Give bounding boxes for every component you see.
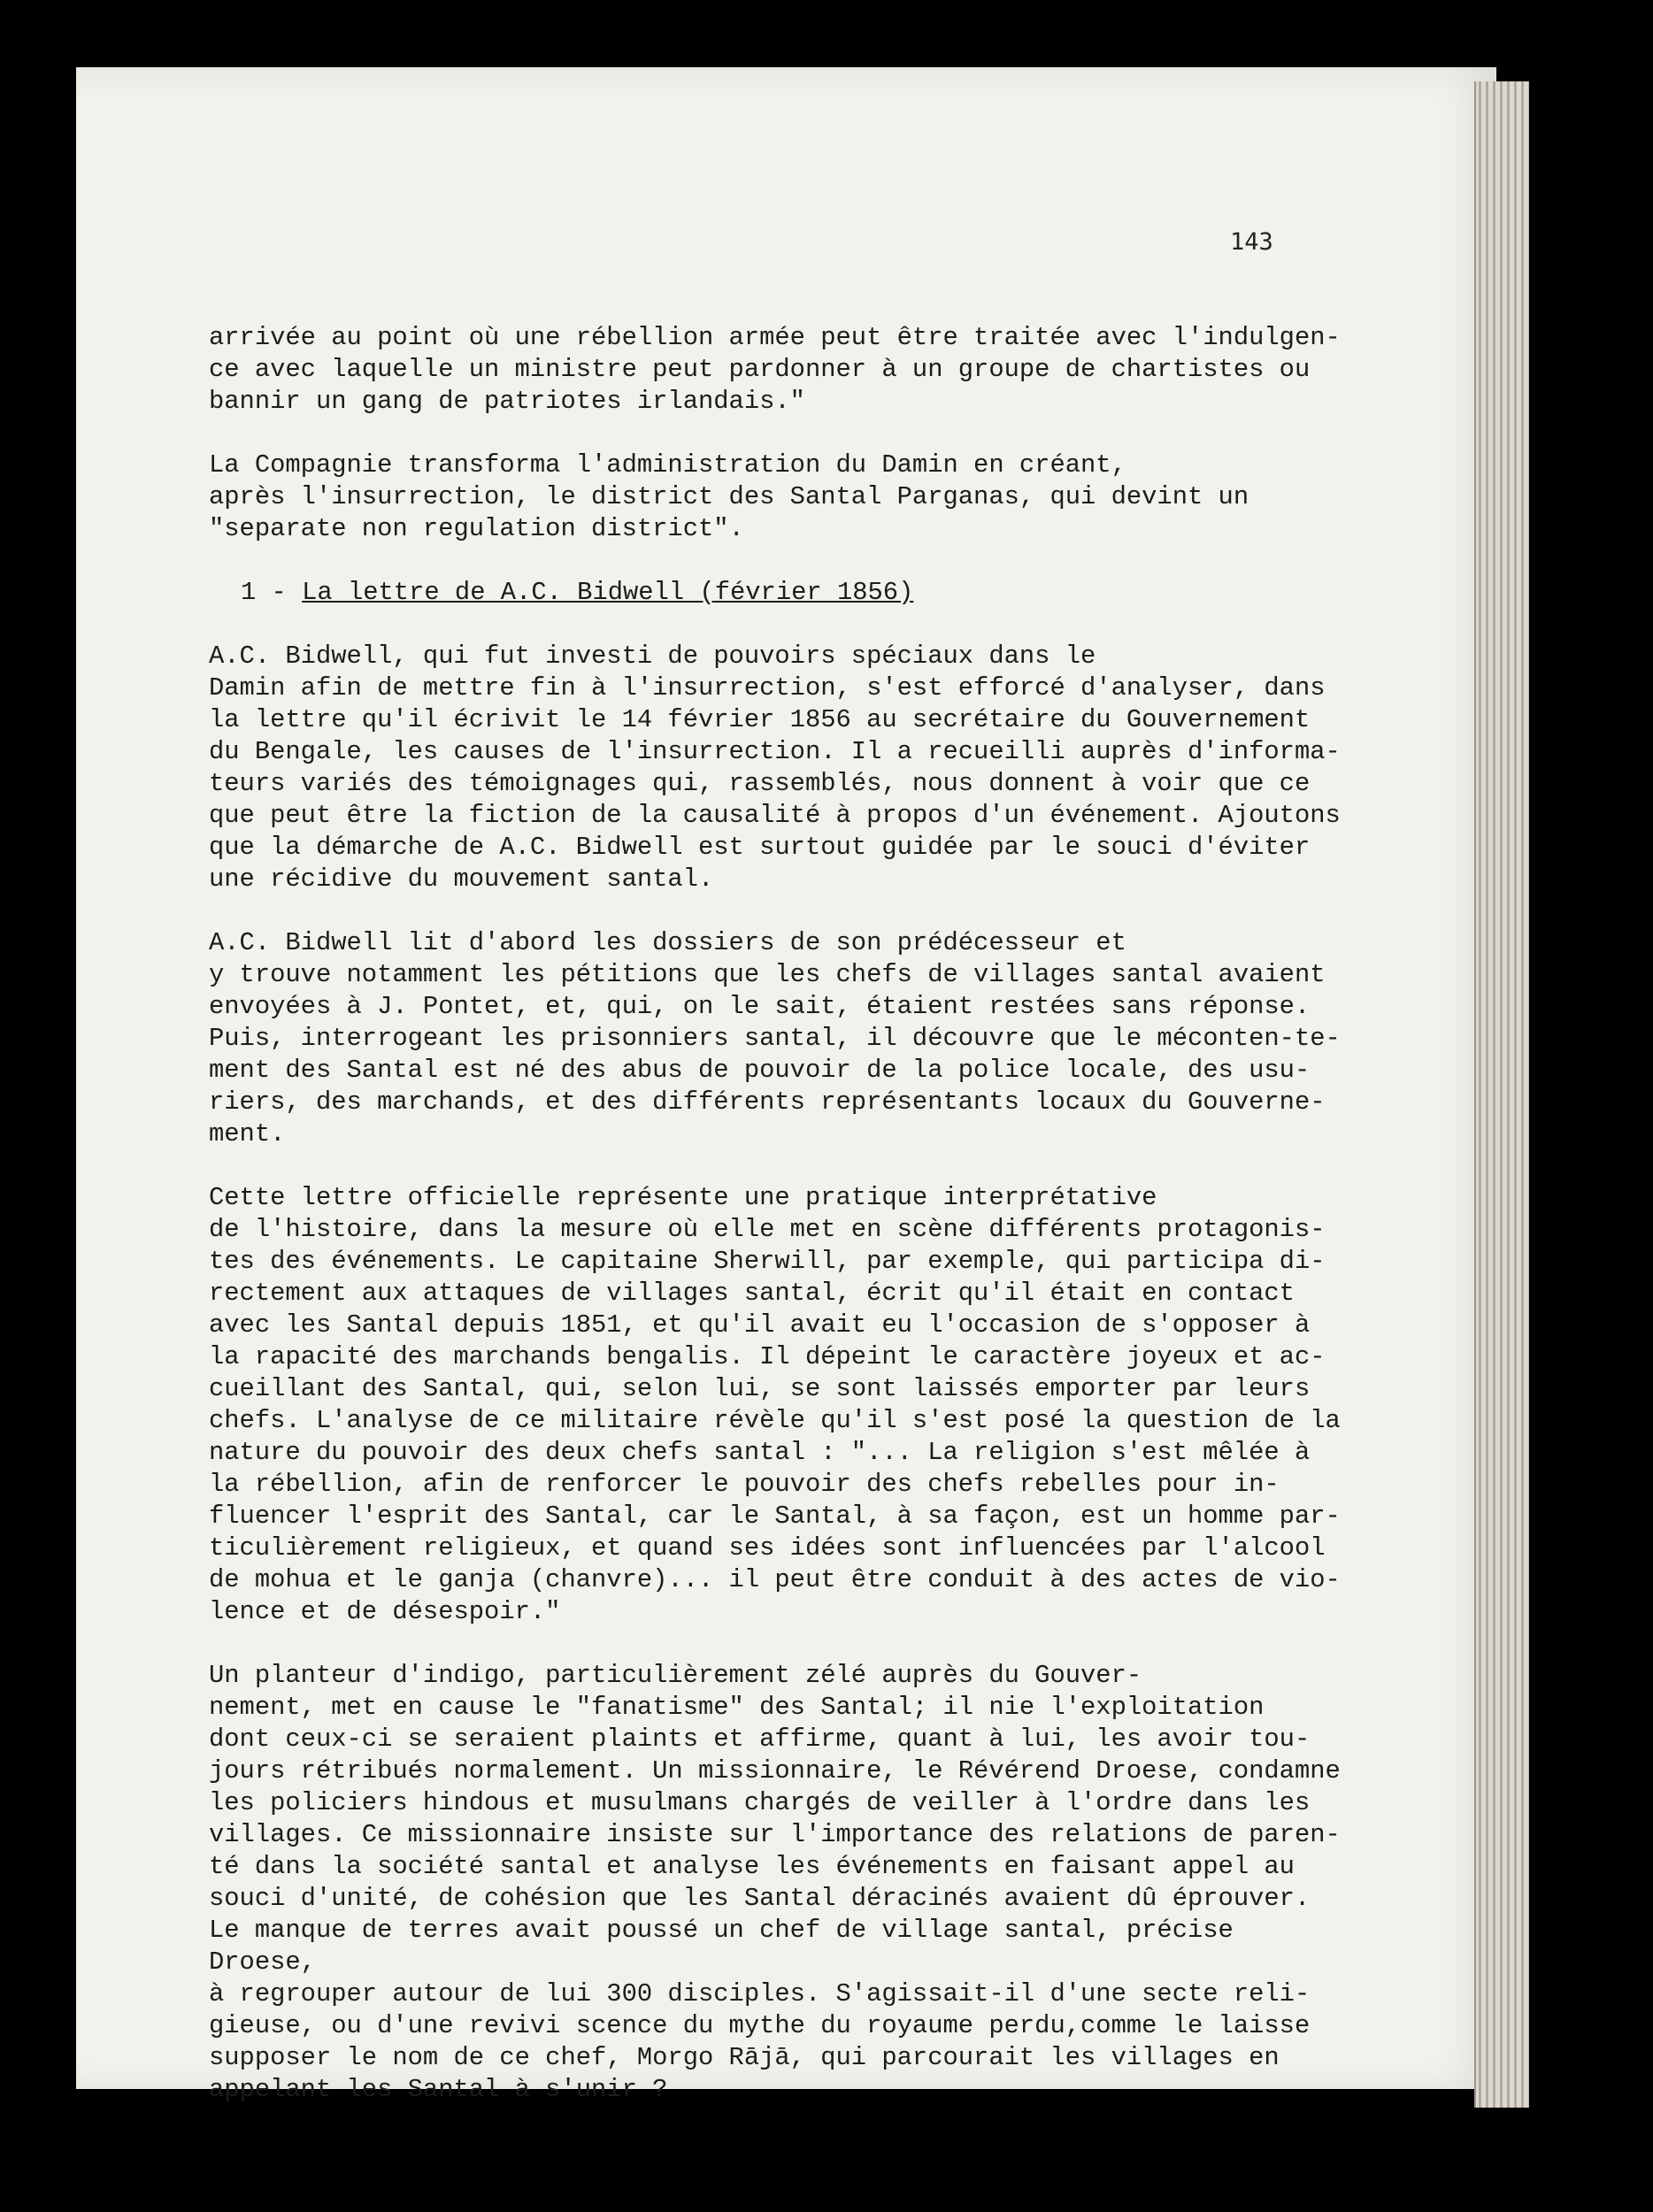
paragraph-1: arrivée au point où une rébellion armée peut être traitée avec l'indulgen- ce avec laquelle un ministre peut pardonner à un groupe de chartistes ou bannir un gang de patriotes irlandais."	[209, 323, 1341, 416]
paragraph-3: A.C. Bidwell, qui fut investi de pouvoirs spéciaux dans le Damin afin de mettre fin à l'insurrection, s'est efforcé d'analyser, dans la lettre qu'il écrivit le 14 février 1856 au secrétaire du Gouvernement du Bengale, les causes de l'insurrection. Il a recueilli auprès d'informa- teurs variés des témoignages qui, rassemblés, nous donnent à voir que ce que peut être la fiction de la causalité à propos d'un événement. Ajoutons que la démarche de A.C. Bidwell est surtout guidée par le souci d'éviter une récidive du mouvement santal.	[209, 641, 1341, 894]
paragraph-4: A.C. Bidwell lit d'abord les dossiers de son prédécesseur et y trouve notamment les pétitions que les chefs de villages santal avaient envoyées à J. Pontet, et, qui, on le sait, étaient restées sans réponse. Puis, interrogeant les prisonniers santal, il découvre que le méconten-te- ment des Santal est né des abus de pouvoir de la police locale, des usu- riers, des marchands, et des différents représentants locaux du Gouverne- ment.	[209, 928, 1341, 1148]
paragraph-6: Un planteur d'indigo, particulièrement zélé auprès du Gouver- nement, met en cause le "fanatisme" des Santal; il nie l'exploitation dont ceux-ci se seraient plaints et affirme, quant à lui, les avoir tou- jours rétribués normalement. Un missionnaire, le Révérend Droese, condamne les policiers hindous et musulmans chargés de veiller à l'ordre dans les villages. Ce missionnaire insiste sur l'importance des relations de paren- té dans la société santal et analyse les événements en faisant appel au souci d'unité, de cohésion que les Santal déracinés avaient dû éprouver. Le manque de terres avait poussé un chef de village santal, précise Droese, à regrouper autour de lui 300 disciples. S'agissait-il d'une secte reli- gieuse, ou d'une revivi scence du mythe du royaume perdu,comme le laisse supposer le nom de ce chef, Morgo Rājā, qui parcourait les villages en appelant les Santal à s'unir ?	[209, 1661, 1341, 2104]
section-heading	[241, 577, 1350, 609]
section-title: La lettre de A.C. Bidwell (février 1856)	[302, 578, 914, 607]
page-edges	[1474, 81, 1529, 2108]
paragraph-5: Cette lettre officielle représente une pratique interprétative de l'histoire, dans la mesure où elle met en scène différents protagonis- tes des événements. Le capitaine Sherwill, par exemple, qui participa di- rectement aux attaques de villages santal, écrit qu'il était en contact avec les Santal depuis 1851, et qu'il avait eu l'occasion de s'opposer à la rapacité des marchands bengalis. Il dépeint le caractère joyeux et ac- cueillant des Santal, qui, selon lui, se sont laissés emporter par leurs chefs. L'analyse de ce militaire révèle qu'il s'est posé la question de la nature du pouvoir des deux chefs santal : "... La religion s'est mêlée à la rébellion, afin de renforcer le pouvoir des chefs rebelles pour in- fluencer l'esprit des Santal, car le Santal, à sa façon, est un homme par- ticulièrement religieux, et quand ses idées sont influencées par l'alcool de mohua et le ganja (chanvre)... il peut être conduit à des actes de vio- lence et de désespoir."	[209, 1183, 1341, 1626]
page-number: 143	[1230, 228, 1273, 256]
section-number: 1 -	[241, 578, 303, 607]
paragraph-2: La Compagnie transforma l'administration du Damin en créant, après l'insurrection, le district des Santal Parganas, qui devint un "separate non regulation district".	[209, 450, 1249, 543]
body-text	[209, 322, 1350, 2106]
